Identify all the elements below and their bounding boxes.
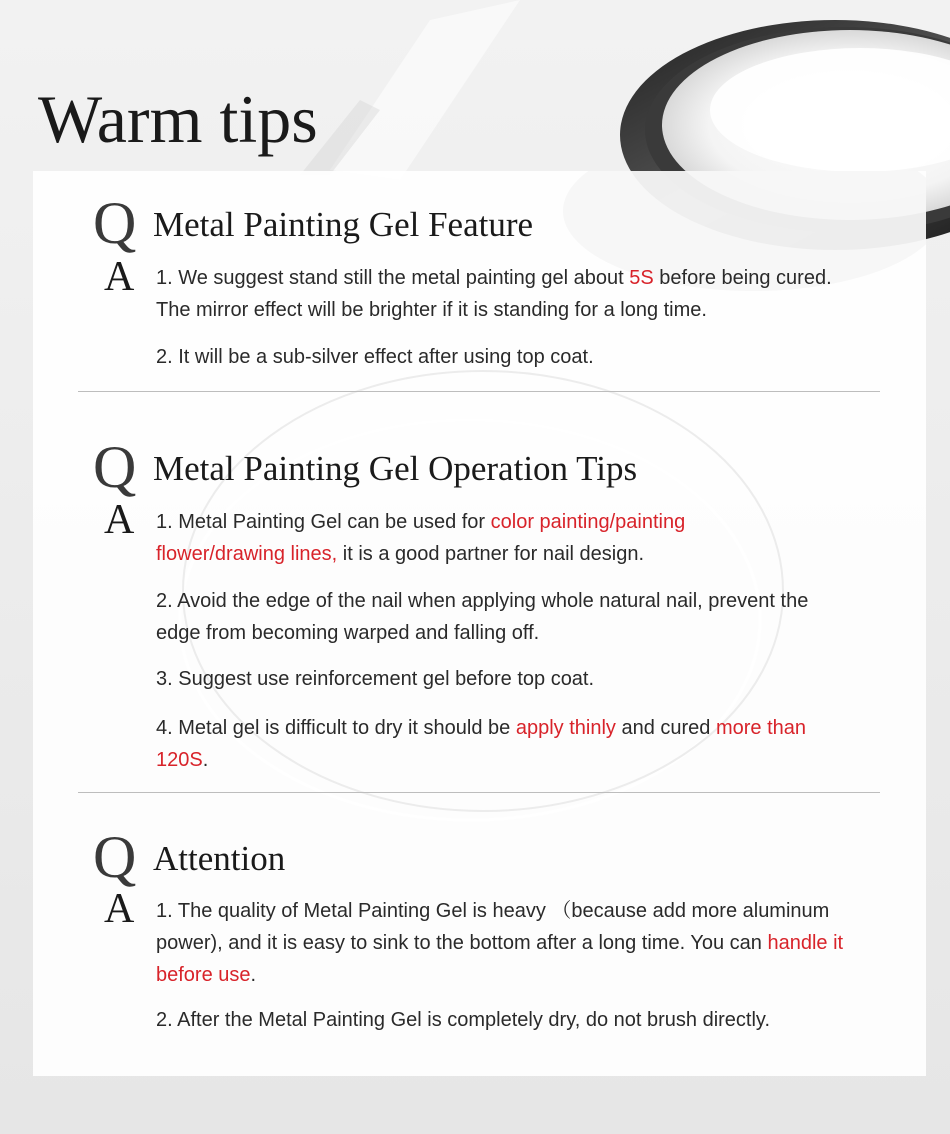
- attention-tip-1: 1. The quality of Metal Painting Gel is heavy （because add more aluminum power), and it is easy to sink to the bottom after a long time. You can handle it before use.: [156, 900, 844, 986]
- answer-letter: A: [104, 497, 135, 543]
- highlight-text: apply thinly: [515, 717, 616, 739]
- highlight-text: more than 120S: [156, 717, 807, 771]
- feature-tip-1: 1. We suggest stand still the metal painting gel about 5S before being cured. The mirror effect will be brighter if it is standing for a long time.: [156, 267, 832, 321]
- question-letter: Q: [93, 434, 137, 500]
- operation-tip-1: 1. Metal Painting Gel can be used for color painting/painting flower/drawing lines, it is a good partner for nail design.: [156, 511, 686, 565]
- operation-tip-2: 2. Avoid the edge of the nail when applying whole natural nail, prevent the edge from becoming warped and falling off.: [156, 590, 809, 644]
- highlight-text: 5S: [629, 267, 654, 289]
- tips-card: [33, 171, 926, 1076]
- operation-tip-4: 4. Metal gel is difficult to dry it should be apply thinly and cured more than 120S.: [156, 717, 807, 771]
- question-letter: Q: [93, 824, 137, 890]
- highlight-text: handle it before use: [156, 932, 844, 986]
- section-title: Metal Painting Gel Operation Tips: [153, 449, 638, 488]
- highlight-text: color painting/painting flower/drawing lines,: [156, 511, 686, 565]
- section-title: Attention: [153, 839, 286, 878]
- answer-letter: A: [104, 254, 135, 300]
- operation-tip-3: 3. Suggest use reinforcement gel before top coat.: [156, 668, 595, 690]
- section-title: Metal Painting Gel Feature: [153, 205, 534, 244]
- answer-letter: A: [104, 886, 135, 932]
- page-title: Warm tips: [38, 81, 318, 157]
- attention-tip-2: 2. After the Metal Painting Gel is completely dry, do not brush directly.: [156, 1009, 770, 1031]
- section-divider: [78, 792, 880, 793]
- section-divider: [78, 391, 880, 392]
- question-letter: Q: [93, 190, 137, 256]
- feature-tip-2: 2. It will be a sub-silver effect after using top coat.: [156, 346, 594, 368]
